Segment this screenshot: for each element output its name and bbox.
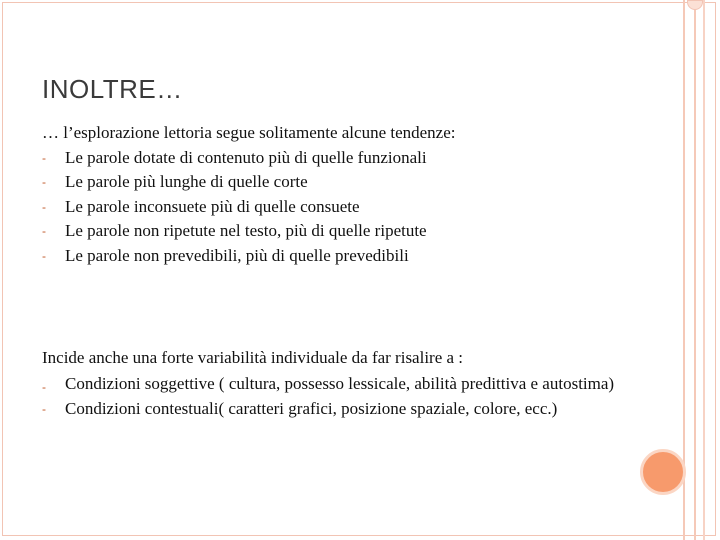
- list-item: [42, 397, 662, 422]
- bullet-dash: -: [42, 401, 46, 416]
- list-item: [42, 219, 642, 244]
- bullet-dash: -: [42, 248, 46, 263]
- section-intro: … l’esplorazione lettoria segue solitamente alcune tendenze:: [42, 123, 456, 142]
- list-item: [42, 170, 642, 195]
- decorative-line: [694, 0, 696, 540]
- bullet-dash: -: [42, 175, 46, 189]
- list-item-text: Le parole non prevedibili, più di quelle prevedibili: [65, 245, 409, 265]
- decorative-line: [703, 0, 705, 540]
- list-item-text: Condizioni contestuali( caratteri grafici, posizione spaziale, colore, ecc.): [65, 398, 558, 418]
- list-item-text: Le parole più lunghe di quelle corte: [65, 172, 308, 191]
- decorative-line: [683, 0, 685, 540]
- list-item-text: Le parole non ripetute nel testo, più di quelle ripetute: [65, 221, 427, 240]
- list-item-text: Condizioni soggettive ( cultura, possesso lessicale, abilità predittiva e autostima): [65, 373, 615, 393]
- bullet-dash: -: [42, 199, 46, 214]
- bullet-dash: -: [42, 150, 46, 165]
- list-item: [42, 244, 642, 269]
- section-tendenze: [42, 121, 642, 268]
- section-variabilita: [42, 346, 662, 421]
- decorative-circle: [640, 449, 686, 495]
- list-item-text: Le parole inconsuete più di quelle consuete: [65, 196, 360, 216]
- list-item: [42, 375, 640, 393]
- bullet-dash: -: [42, 379, 46, 394]
- list-item: [42, 195, 642, 220]
- list-item-text: Le parole dotate di contenuto più di quelle funzionali: [65, 147, 427, 167]
- bullet-dash: -: [42, 224, 46, 238]
- list-item: [42, 146, 642, 171]
- section-intro: Incide anche una forte variabilità individuale da far risalire a :: [42, 348, 464, 367]
- slide-title: INOLTRE…: [42, 74, 183, 104]
